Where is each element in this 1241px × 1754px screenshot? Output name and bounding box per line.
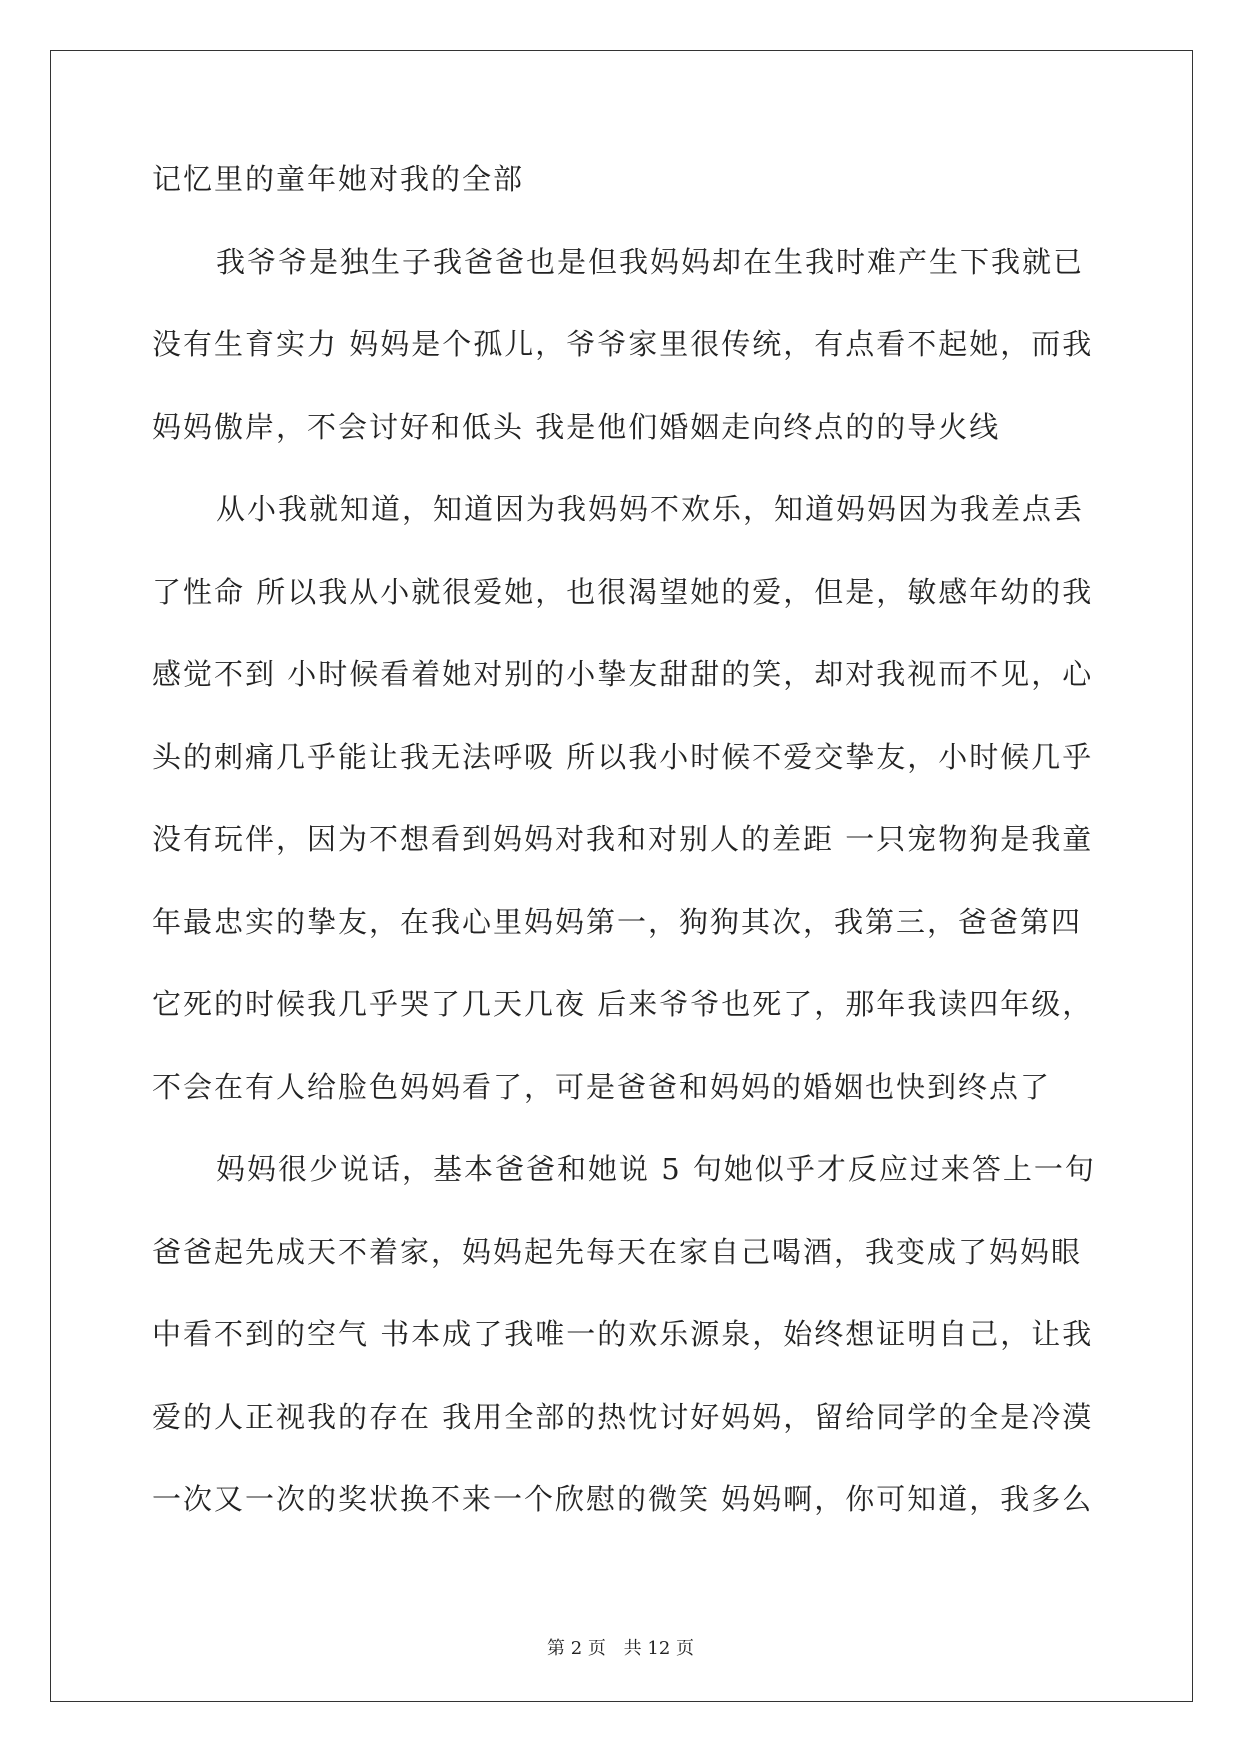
text-line: 感觉不到 小时候看着她对别的小挚友甜甜的笑，却对我视而不见，心: [152, 657, 1094, 691]
document-title: 记忆里的童年她对我的全部: [152, 162, 525, 196]
page-total: 共 12 页: [623, 1638, 694, 1659]
text-line: 一次又一次的奖状换不来一个欣慰的微笑 妈妈啊，你可知道，我多么: [152, 1482, 1094, 1516]
text-line: 妈妈傲岸，不会讨好和低头 我是他们婚姻走向终点的的导火线: [152, 409, 1001, 444]
page-number: 第 2 页: [547, 1638, 606, 1659]
text-line: 爱的人正视我的存在 我用全部的热忱讨好妈妈，留给同学的全是冷漠: [152, 1399, 1094, 1434]
text-line: 从小我就知道，知道因为我妈妈不欢乐，知道妈妈因为我差点丢: [216, 492, 1085, 526]
text-line: 年最忠实的挚友，在我心里妈妈第一，狗狗其次，我第三，爸爸第四: [152, 904, 1083, 939]
text-line: 妈妈很少说话，基本爸爸和她说 5 句她似乎才反应过来答上一句: [216, 1152, 1096, 1186]
document-body: [152, 162, 1096, 1568]
text-line: 不会在有人给脸色妈妈看了，可是爸爸和妈妈的婚姻也快到终点了: [152, 1069, 1052, 1104]
text-line: 头的刺痛几乎能让我无法呼吸 所以我小时候不爱交挚友，小时候几乎: [152, 739, 1094, 774]
text-line: 中看不到的空气 书本成了我唯一的欢乐源泉，始终想证明自己，让我: [152, 1317, 1094, 1351]
text-line: 没有玩伴，因为不想看到妈妈对我和对别人的差距 一只宠物狗是我童: [152, 822, 1094, 856]
text-line: 没有生育实力 妈妈是个孤儿，爷爷家里很传统，有点看不起她，而我: [152, 327, 1094, 361]
text-line: 它死的时候我几乎哭了几天几夜 后来爷爷也死了，那年我读四年级，: [152, 987, 1094, 1021]
text-line: 我爷爷是独生子我爸爸也是但我妈妈却在生我时难产生下我就已: [216, 244, 1085, 279]
text-line: 爸爸起先成天不着家，妈妈起先每天在家自己喝酒，我变成了妈妈眼: [152, 1234, 1083, 1269]
page-footer: [0, 1634, 1241, 1660]
text-line: 了性命 所以我从小就很爱她，也很渴望她的爱，但是，敏感年幼的我: [152, 574, 1094, 609]
